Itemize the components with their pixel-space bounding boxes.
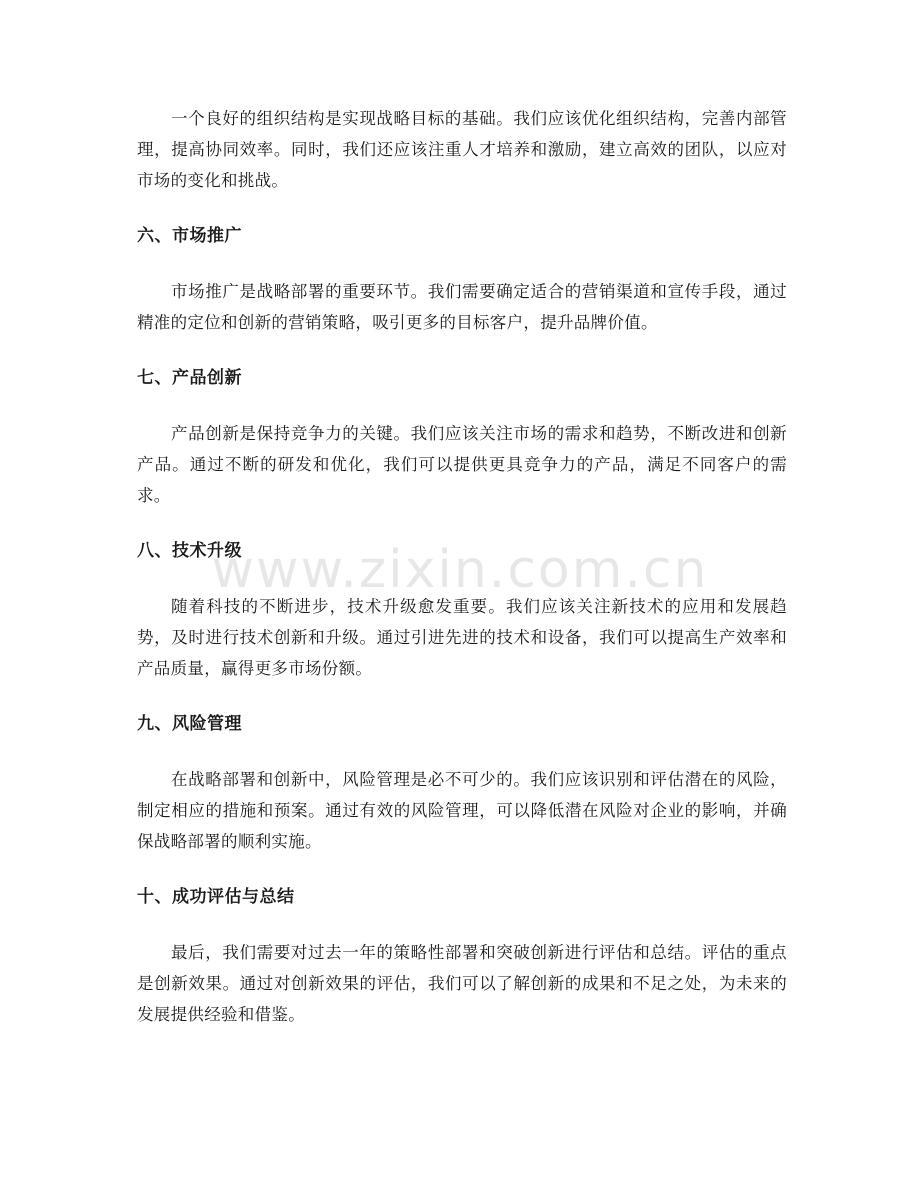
section-heading-evaluation: 十、成功评估与总结 bbox=[137, 887, 295, 907]
section-paragraph-product: 产品创新是保持竞争力的关键。我们应该关注市场的需求和趋势，不断改进和创新产品。通过不断的研发和优化，我们可以提供更具竞争力的产品，满足不同客户的需求。 bbox=[137, 424, 787, 505]
section-paragraph-evaluation: 最后，我们需要对过去一年的策略性部署和突破创新进行评估和总结。评估的重点是创新效果。通过对创新效果的评估，我们可以了解创新的成果和不足之处，为未来的发展提供经验和借鉴。 bbox=[137, 943, 787, 1024]
intro-paragraph: 一个良好的组织结构是实现战略目标的基础。我们应该优化组织结构，完善内部管理，提高协同效率。同时，我们还应该注重人才培养和激励，建立高效的团队，以应对市场的变化和挑战。 bbox=[137, 109, 787, 190]
section-heading-technology: 八、技术升级 bbox=[137, 541, 242, 561]
section-paragraph-risk: 在战略部署和创新中，风险管理是必不可少的。我们应该识别和评估潜在的风险，制定相应的措施和预案。通过有效的风险管理，可以降低潜在风险对企业的影响，并确保战略部署的顺利实施。 bbox=[137, 770, 787, 851]
document-body bbox=[137, 103, 787, 1030]
section-paragraph-technology: 随着科技的不断进步，技术升级愈发重要。我们应该关注新技术的应用和发展趋势，及时进行技术创新和升级。通过引进先进的技术和设备，我们可以提高生产效率和产品质量，赢得更多市场份额。 bbox=[137, 597, 787, 678]
section-heading-market: 六、市场推广 bbox=[137, 226, 242, 246]
watermark: www.zixin.com.cn bbox=[211, 540, 709, 600]
section-heading-risk: 九、风险管理 bbox=[137, 714, 242, 734]
section-heading-product: 七、产品创新 bbox=[137, 368, 242, 388]
section-paragraph-market: 市场推广是战略部署的重要环节。我们需要确定适合的营销渠道和宣传手段，通过精准的定位和创新的营销策略，吸引更多的目标客户，提升品牌价值。 bbox=[137, 282, 787, 332]
